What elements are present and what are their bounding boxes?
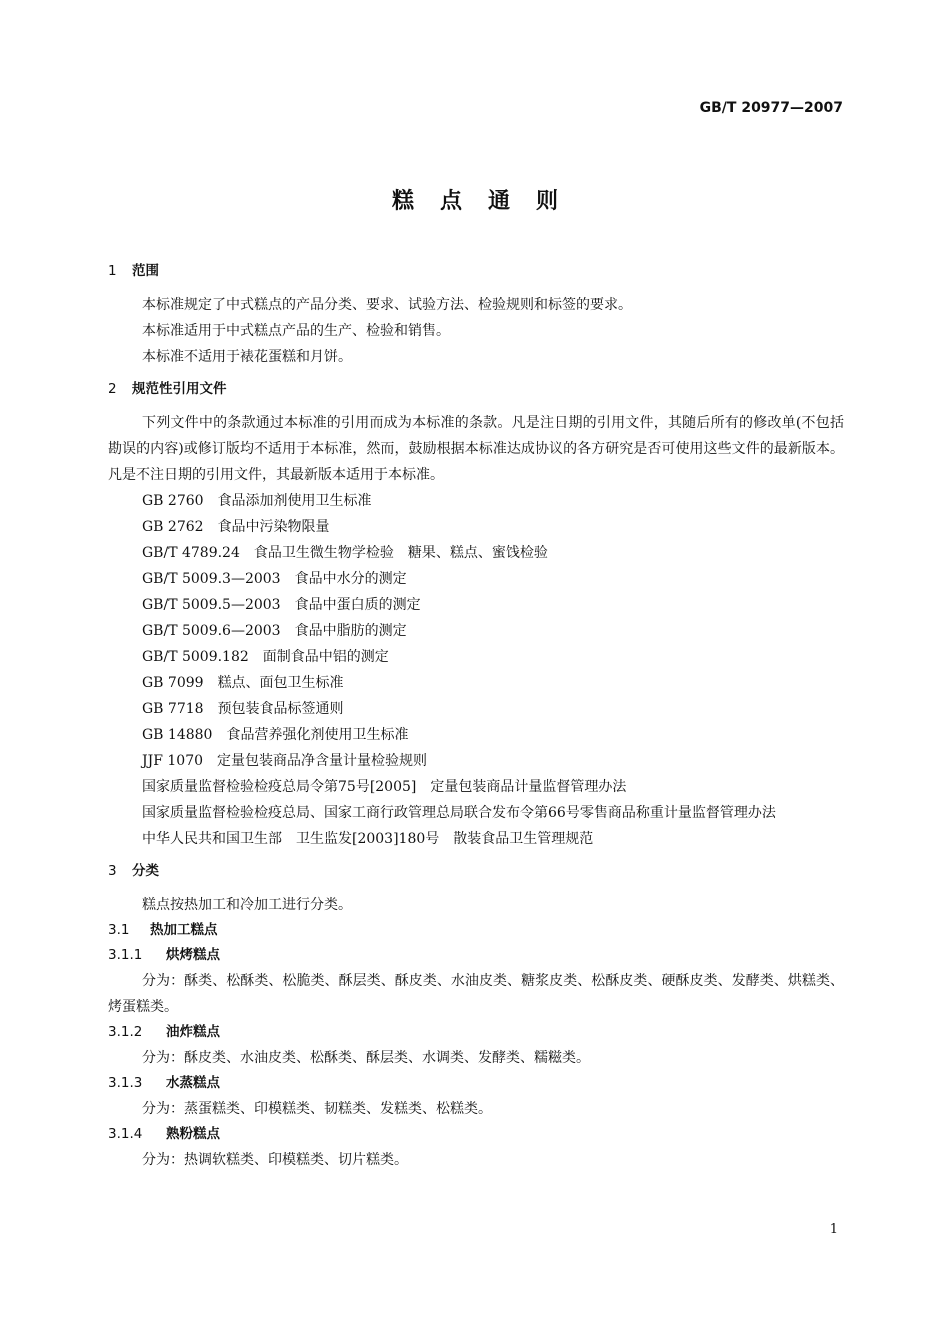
paragraph: 分为：酥类、松酥类、松脆类、酥层类、酥皮类、水油皮类、糖浆皮类、松酥皮类、硬酥皮类、发酵类、烘糕类、烤蛋糕类。 (108, 973, 844, 1015)
reference-item: 中华人民共和国卫生部 卫生监发[2003]180号 散装食品卫生管理规范 (142, 831, 594, 847)
reference-item: GB/T 4789.24 食品卫生微生物学检验 糖果、糕点、蜜饯检验 (142, 545, 548, 561)
section-title: 规范性引用文件 (132, 381, 227, 397)
section-3-heading (108, 858, 844, 884)
page-number: 1 (829, 1222, 838, 1237)
section-title: 油炸糕点 (166, 1024, 220, 1040)
reference-item: 国家质量监督检验检疫总局、国家工商行政管理总局联合发布令第66号零售商品称重计量监督管理办法 (142, 805, 776, 821)
section-title: 范围 (132, 263, 159, 279)
paragraph: 分为：热调软糕类、印模糕类、切片糕类。 (142, 1152, 408, 1168)
subsection-3-1-heading (108, 918, 844, 943)
section-number: 3.1.3 (108, 1075, 143, 1091)
subsection-3-1-2-heading (108, 1020, 844, 1045)
subsection-3-1-1-heading (108, 943, 844, 968)
section-title: 分类 (132, 863, 159, 879)
section-number: 3.1.4 (108, 1126, 143, 1142)
reference-item: GB 7718 预包装食品标签通则 (142, 701, 344, 717)
section-number: 1 (108, 263, 117, 279)
section-1-heading (108, 258, 844, 284)
reference-item: GB/T 5009.3—2003 食品中水分的测定 (142, 571, 407, 587)
reference-item: GB/T 5009.6—2003 食品中脂肪的测定 (142, 623, 407, 639)
reference-item: GB/T 5009.182 面制食品中铝的测定 (142, 649, 389, 665)
document-title: 糕点通则 (391, 189, 584, 214)
reference-item: GB 14880 食品营养强化剂使用卫生标准 (142, 727, 409, 743)
reference-item: 国家质量监督检验检疫总局令第75号[2005] 定量包装商品计量监督管理办法 (142, 779, 627, 795)
reference-item: GB 2762 食品中污染物限量 (142, 519, 330, 535)
reference-item: GB 2760 食品添加剂使用卫生标准 (142, 493, 372, 509)
section-number: 3.1 (108, 922, 130, 938)
section-title: 烘烤糕点 (166, 947, 220, 963)
document-body (108, 258, 844, 1173)
paragraph: 本标准不适用于裱花蛋糕和月饼。 (142, 349, 352, 365)
standard-number: GB/T 20977—2007 (699, 100, 843, 116)
subsection-3-1-4-heading (108, 1122, 844, 1147)
paragraph: 本标准适用于中式糕点产品的生产、检验和销售。 (142, 323, 450, 339)
paragraph: 分为：蒸蛋糕类、印模糕类、韧糕类、发糕类、松糕类。 (142, 1101, 492, 1117)
reference-item: GB 7099 糕点、面包卫生标准 (142, 675, 344, 691)
subsection-3-1-3-heading (108, 1071, 844, 1096)
section-title: 水蒸糕点 (166, 1075, 220, 1091)
section-number: 3.1.2 (108, 1024, 143, 1040)
section-number: 3.1.1 (108, 947, 143, 963)
section-title: 热加工糕点 (150, 922, 218, 938)
paragraph: 分为：酥皮类、水油皮类、松酥类、酥层类、水调类、发酵类、糯糍类。 (142, 1050, 590, 1066)
paragraph: 本标准规定了中式糕点的产品分类、要求、试验方法、检验规则和标签的要求。 (142, 297, 632, 313)
section-number: 3 (108, 863, 117, 879)
section-number: 2 (108, 381, 117, 397)
reference-item: GB/T 5009.5—2003 食品中蛋白质的测定 (142, 597, 421, 613)
section-2-heading (108, 376, 844, 402)
section-title: 熟粉糕点 (166, 1126, 220, 1142)
references-intro: 下列文件中的条款通过本标准的引用而成为本标准的条款。凡是注日期的引用文件，其随后所有的修改单(不包括勘误的内容)或修订版均不适用于本标准，然而，鼓励根据本标准达成协议的各方研究是否可使用这些文件的最新版本。凡是不注日期的引用文件，其最新版本适用于本标准。 (108, 415, 844, 483)
reference-item: JJF 1070 定量包装商品净含量计量检验规则 (142, 753, 428, 769)
paragraph: 糕点按热加工和冷加工进行分类。 (142, 897, 352, 913)
